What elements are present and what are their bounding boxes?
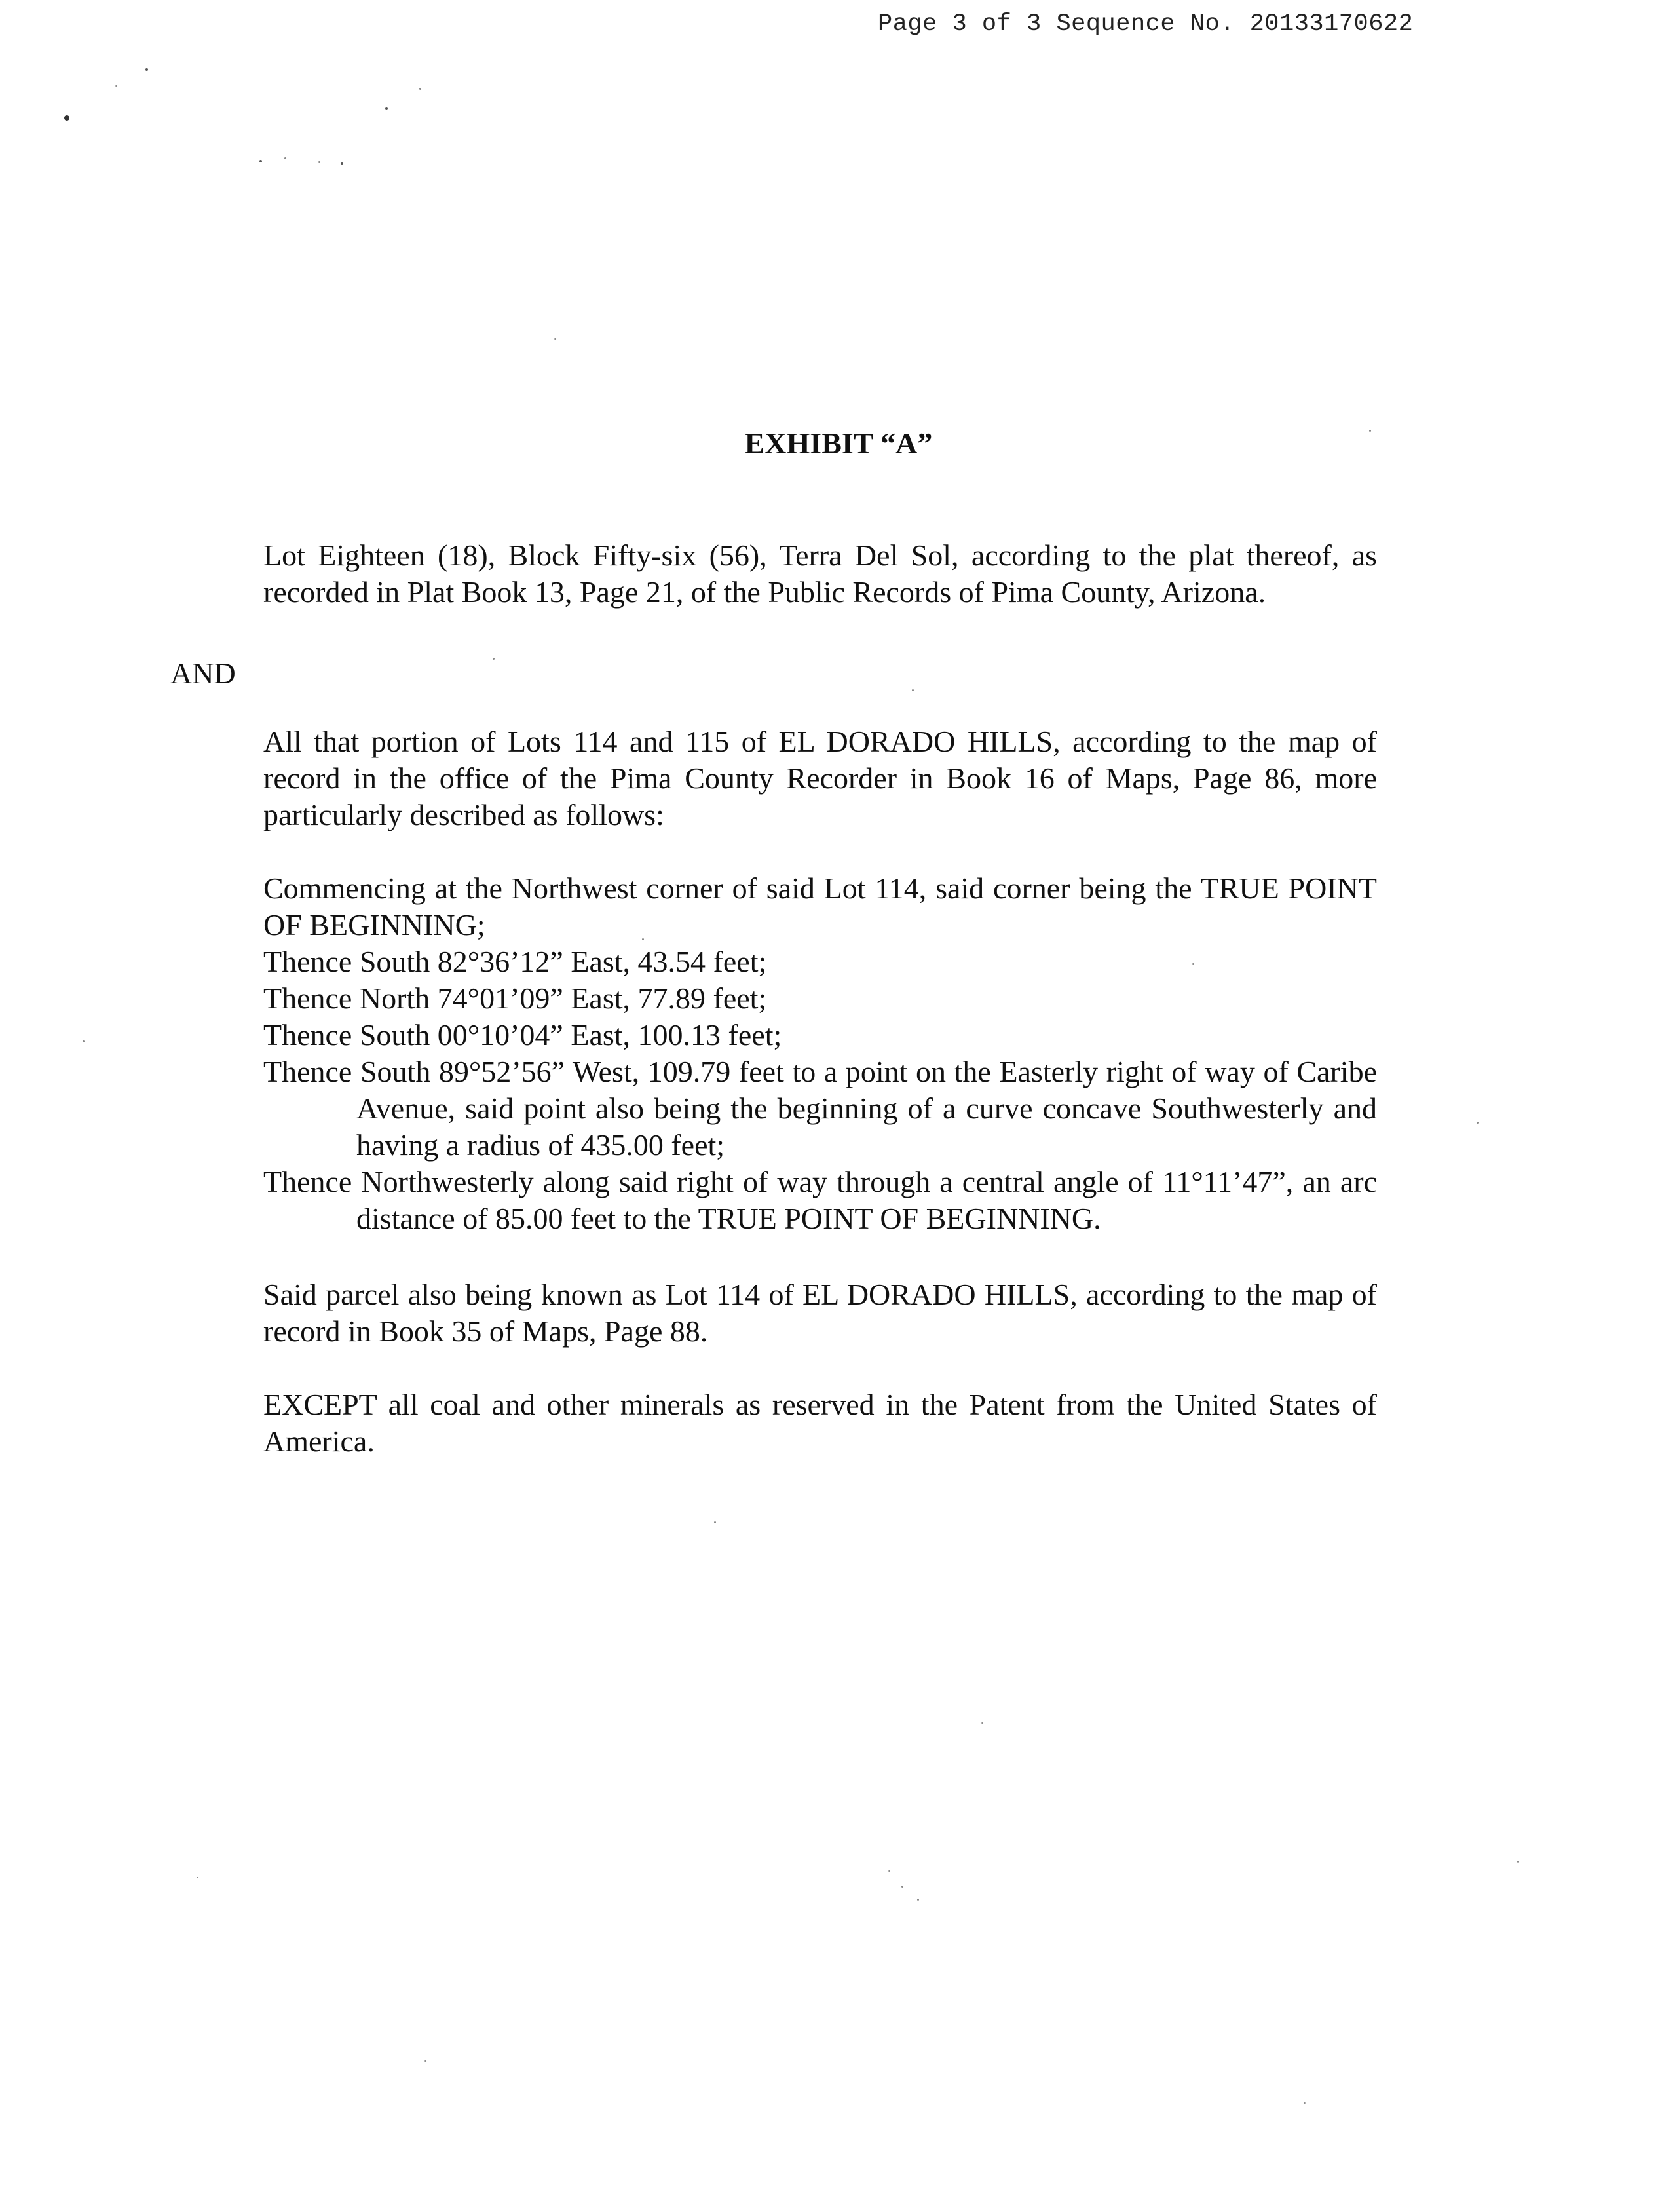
scan-speck: [901, 1886, 903, 1888]
scan-speck: [385, 107, 388, 110]
scan-speck: [64, 115, 69, 121]
scan-speck: [259, 160, 262, 162]
scan-speck: [714, 1521, 716, 1523]
scan-speck: [424, 2060, 426, 2062]
exhibit-title: EXHIBIT “A”: [744, 427, 933, 460]
scan-speck: [318, 161, 320, 163]
scan-speck: [1304, 2102, 1306, 2104]
scan-speck: [1517, 1861, 1519, 1863]
scan-speck: [115, 85, 117, 87]
and-label: AND: [170, 657, 236, 690]
description-line: Thence South 89°52’56” West, 109.79 feet to a point on the Easterly right of way of Caribe Avenue, said point also being the beginning of a curve concave Southwesterly and having a radius of 435.00 feet;: [263, 1055, 1377, 1162]
scan-speck: [1369, 430, 1371, 432]
metes-and-bounds-description: [263, 870, 1377, 1237]
scan-speck: [554, 338, 556, 340]
scan-speck: [284, 157, 286, 159]
scan-speck: [888, 1870, 890, 1872]
scan-speck: [1477, 1122, 1479, 1124]
description-line: Thence Northwesterly along said right of way through a central angle of 11°11’47”, an arc distance of 85.00 feet to the TRUE POINT OF BEGINNING.: [263, 1165, 1377, 1235]
scan-speck: [493, 658, 495, 660]
description-line: Commencing at the Northwest corner of said Lot 114, said corner being the TRUE POINT OF BEGINNING;: [263, 871, 1377, 942]
description-line: Thence South 82°36’12” East, 43.54 feet;: [263, 945, 767, 978]
scan-speck: [1192, 963, 1194, 965]
description-line: Thence South 00°10’04” East, 100.13 feet;: [263, 1018, 782, 1052]
lot-eighteen-paragraph: Lot Eighteen (18), Block Fifty-six (56), Terra Del Sol, according to the plat thereof, as recorded in Plat Book 13, Page 21, of the Public Records of Pima County, Arizona.: [263, 539, 1377, 609]
parcel-also-known-paragraph: Said parcel also being known as Lot 114 of EL DORADO HILLS, according to the map of record in Book 35 of Maps, Page 88.: [263, 1278, 1377, 1348]
mineral-exception-paragraph: EXCEPT all coal and other minerals as reserved in the Patent from the United States of America.: [263, 1388, 1377, 1458]
scan-speck: [917, 1899, 919, 1901]
scan-speck: [145, 68, 148, 71]
description-line: Thence North 74°01’09” East, 77.89 feet;: [263, 982, 767, 1015]
scan-speck: [981, 1722, 983, 1724]
el-dorado-portion-paragraph: All that portion of Lots 114 and 115 of EL DORADO HILLS, according to the map of record in the office of the Pima County Recorder in Book 16 of Maps, Page 86, more particularly described as follows:: [263, 725, 1377, 831]
scan-speck: [642, 938, 644, 940]
page-sequence-header: Page 3 of 3 Sequence No. 20133170622: [878, 10, 1414, 38]
scan-speck: [197, 1877, 198, 1878]
scan-speck: [341, 162, 343, 165]
scan-speck: [83, 1040, 85, 1042]
scan-speck: [419, 88, 421, 90]
scan-speck: [912, 689, 914, 691]
